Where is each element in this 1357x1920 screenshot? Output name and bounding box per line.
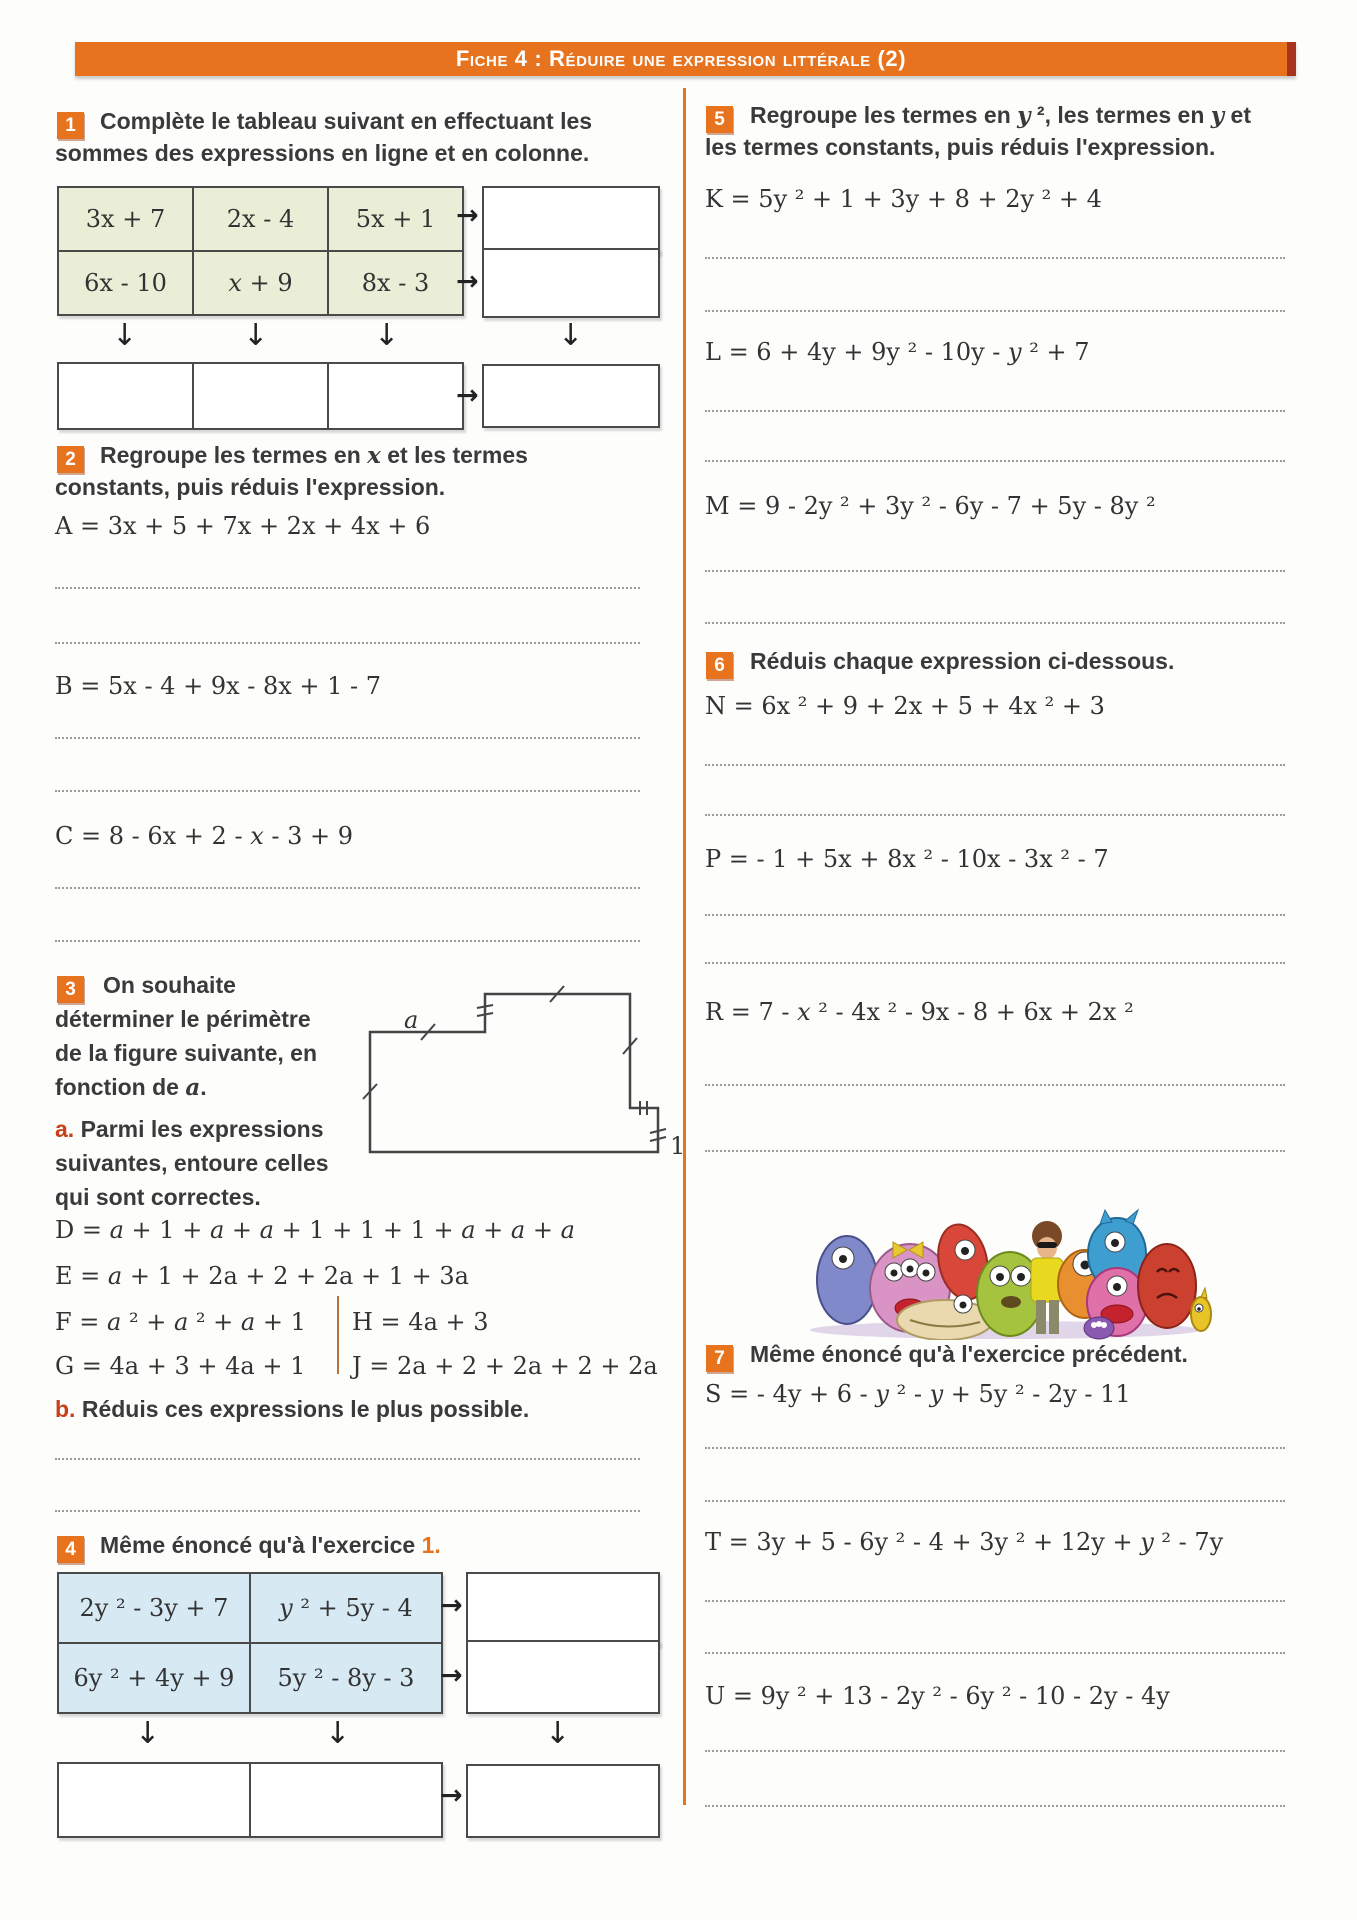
- monsters-illustration: [795, 1162, 1215, 1340]
- exercise-3-statement-line2: déterminer le périmètre: [55, 1006, 311, 1032]
- sub-question-a-label: a.: [55, 1116, 75, 1142]
- answer-box-row2-sum[interactable]: [466, 1640, 660, 1714]
- table-cell: 3x + 7: [58, 187, 193, 251]
- answer-line[interactable]: [55, 585, 640, 589]
- expression-G: G = 4a + 3 + 4a + 1: [55, 1352, 306, 1380]
- exercise-4-answer-row: [57, 1762, 443, 1838]
- expression-D: D = a + 1 + a + a + 1 + 1 + 1 + a + a + a: [55, 1216, 575, 1244]
- answer-line[interactable]: [55, 1456, 640, 1460]
- expression-T: T = 3y + 5 - 6y ² - 4 + 3y ² + 12y + y ² - 7y: [705, 1528, 1224, 1556]
- down-arrow-icon: ↓: [545, 1716, 571, 1751]
- table-cell: 2x - 4: [193, 187, 328, 251]
- sub-question-b-label: b.: [55, 1396, 76, 1422]
- table-cell: 6x - 10: [58, 251, 193, 315]
- exercise-3a-line2: suivantes, entoure celles: [55, 1150, 329, 1176]
- exercise-4-statement: Même énoncé qu'à l'exercice 1.: [100, 1532, 441, 1558]
- exercise-1-table: [57, 186, 464, 316]
- table-cell: 2y ² - 3y + 7: [58, 1573, 250, 1643]
- answer-line[interactable]: [705, 812, 1285, 816]
- answer-cell-col2-sum[interactable]: [193, 363, 328, 429]
- exercise-6-badge: 6: [706, 652, 733, 679]
- answer-cell-col2-sum[interactable]: [250, 1763, 442, 1837]
- exercise-5-statement-line2: les termes constants, puis réduis l'expression.: [705, 134, 1216, 160]
- answer-line[interactable]: [705, 1498, 1285, 1502]
- answer-line[interactable]: [55, 640, 640, 644]
- exercise-2-statement-line1: Regroupe les termes en x et les termes: [100, 442, 528, 469]
- answer-line[interactable]: [705, 1598, 1285, 1602]
- exercise-1-reference: 1.: [421, 1532, 441, 1558]
- answer-line[interactable]: [705, 620, 1285, 624]
- answer-box-row1-sum[interactable]: [482, 186, 660, 254]
- exercise-4-table: [57, 1572, 443, 1714]
- expression-M: M = 9 - 2y ² + 3y ² - 6y - 7 + 5y - 8y ²: [705, 492, 1156, 520]
- right-arrow-icon: →: [456, 266, 479, 297]
- table-cell: y ² + 5y - 4: [250, 1573, 442, 1643]
- exercise-2-badge: 2: [57, 446, 84, 473]
- exercise-3b-line: b. Réduis ces expressions le plus possible.: [55, 1396, 530, 1422]
- figure-unit-label: 1: [670, 1132, 686, 1160]
- table-cell: 6y ² + 4y + 9: [58, 1643, 250, 1713]
- table-cell: 5x + 1: [328, 187, 463, 251]
- right-arrow-icon: →: [456, 380, 479, 411]
- expression-A: A = 3x + 5 + 7x + 2x + 4x + 6: [55, 512, 431, 540]
- table-cell: 5y ² - 8y - 3: [250, 1643, 442, 1713]
- answer-line[interactable]: [705, 1748, 1285, 1752]
- right-arrow-icon: →: [456, 200, 479, 231]
- answer-line[interactable]: [705, 1148, 1285, 1152]
- answer-line[interactable]: [55, 938, 640, 942]
- down-arrow-icon: ↓: [243, 318, 269, 353]
- exercise-3a-line1: a. Parmi les expressions: [55, 1116, 324, 1142]
- down-arrow-icon: ↓: [374, 318, 400, 353]
- exercise-2-statement-line2: constants, puis réduis l'expression.: [55, 474, 446, 500]
- exercise-5-statement-line1: Regroupe les termes en y ², les termes en y et: [750, 102, 1251, 129]
- answer-cell-col3-sum[interactable]: [328, 363, 463, 429]
- answer-box-total[interactable]: [466, 1764, 660, 1838]
- expression-U: U = 9y ² + 13 - 2y ² - 6y ² - 10 - 2y - 4y: [705, 1682, 1170, 1710]
- answer-line[interactable]: [705, 458, 1285, 462]
- right-arrow-icon: →: [440, 1660, 463, 1691]
- exercise-1-badge: 1: [57, 112, 84, 139]
- answer-line[interactable]: [705, 1445, 1285, 1449]
- expression-F: F = a ² + a ² + a + 1: [55, 1308, 306, 1336]
- answer-line[interactable]: [705, 762, 1285, 766]
- expression-L: L = 6 + 4y + 9y ² - 10y - y ² + 7: [705, 338, 1090, 366]
- expression-J: J = 2a + 2 + 2a + 2 + 2a: [352, 1352, 658, 1380]
- right-arrow-icon: →: [440, 1590, 463, 1621]
- answer-line[interactable]: [705, 1082, 1285, 1086]
- expression-P: P = - 1 + 5x + 8x ² - 10x - 3x ² - 7: [705, 845, 1109, 873]
- down-arrow-icon: ↓: [558, 318, 584, 353]
- answer-line[interactable]: [55, 885, 640, 889]
- exercise-3-statement-line3: de la figure suivante, en: [55, 1040, 318, 1066]
- answer-line[interactable]: [705, 1650, 1285, 1654]
- exercise-3-statement-line4: fonction de a.: [55, 1074, 207, 1101]
- answer-cell-col1-sum[interactable]: [58, 363, 193, 429]
- table-cell: x + 9: [193, 251, 328, 315]
- figure-side-label: a: [404, 1006, 419, 1034]
- answer-line[interactable]: [705, 408, 1285, 412]
- expression-R: R = 7 - x ² - 4x ² - 9x - 8 + 6x + 2x ²: [705, 998, 1134, 1026]
- perimeter-figure: [360, 980, 690, 1170]
- exercise-5-badge: 5: [706, 106, 733, 133]
- answer-line[interactable]: [705, 1803, 1285, 1807]
- answer-line[interactable]: [705, 255, 1285, 259]
- exercise-6-statement: Réduis chaque expression ci-dessous.: [750, 648, 1175, 674]
- worksheet-title-bar: [75, 42, 1296, 76]
- down-arrow-icon: ↓: [135, 1716, 161, 1751]
- exercise-3a-line3: qui sont correctes.: [55, 1184, 261, 1210]
- answer-cell-col1-sum[interactable]: [58, 1763, 250, 1837]
- column-divider: [683, 88, 686, 1805]
- right-arrow-icon: →: [440, 1780, 463, 1811]
- answer-box-row2-sum[interactable]: [482, 248, 660, 318]
- expression-N: N = 6x ² + 9 + 2x + 5 + 4x ² + 3: [705, 692, 1105, 720]
- down-arrow-icon: ↓: [112, 318, 138, 353]
- answer-line[interactable]: [705, 912, 1285, 916]
- expression-column-separator: [337, 1296, 339, 1374]
- expression-B: B = 5x - 4 + 9x - 8x + 1 - 7: [55, 672, 382, 700]
- exercise-7-statement: Même énoncé qu'à l'exercice précédent.: [750, 1341, 1188, 1367]
- exercise-7-badge: 7: [706, 1345, 733, 1372]
- down-arrow-icon: ↓: [325, 1716, 351, 1751]
- exercise-3-statement-line1: On souhaite: [103, 972, 236, 998]
- answer-line[interactable]: [55, 735, 640, 739]
- answer-line[interactable]: [55, 788, 640, 792]
- answer-line[interactable]: [55, 1508, 640, 1512]
- exercise-3-badge: 3: [57, 976, 84, 1003]
- answer-box-total[interactable]: [482, 364, 660, 428]
- exercise-1-statement-line1: Complète le tableau suivant en effectuant les: [100, 108, 593, 134]
- exercise-4-badge: 4: [57, 1536, 84, 1563]
- table-cell: 8x - 3: [328, 251, 463, 315]
- expression-S: S = - 4y + 6 - y ² - y + 5y ² - 2y - 11: [705, 1380, 1131, 1408]
- answer-line[interactable]: [705, 308, 1285, 312]
- answer-box-row1-sum[interactable]: [466, 1572, 660, 1646]
- expression-C: C = 8 - 6x + 2 - x - 3 + 9: [55, 822, 354, 850]
- exercise-1-statement-line2: sommes des expressions en ligne et en colonne.: [55, 140, 590, 166]
- expression-K: K = 5y ² + 1 + 3y + 8 + 2y ² + 4: [705, 185, 1102, 213]
- exercise-1-answer-row: [57, 362, 464, 430]
- answer-line[interactable]: [705, 960, 1285, 964]
- expression-H: H = 4a + 3: [352, 1308, 489, 1336]
- answer-line[interactable]: [705, 568, 1285, 572]
- expression-E: E = a + 1 + 2a + 2 + 2a + 1 + 3a: [55, 1262, 469, 1290]
- worksheet-title: Fiche 4 : Réduire une expression littérale (2): [455, 46, 907, 71]
